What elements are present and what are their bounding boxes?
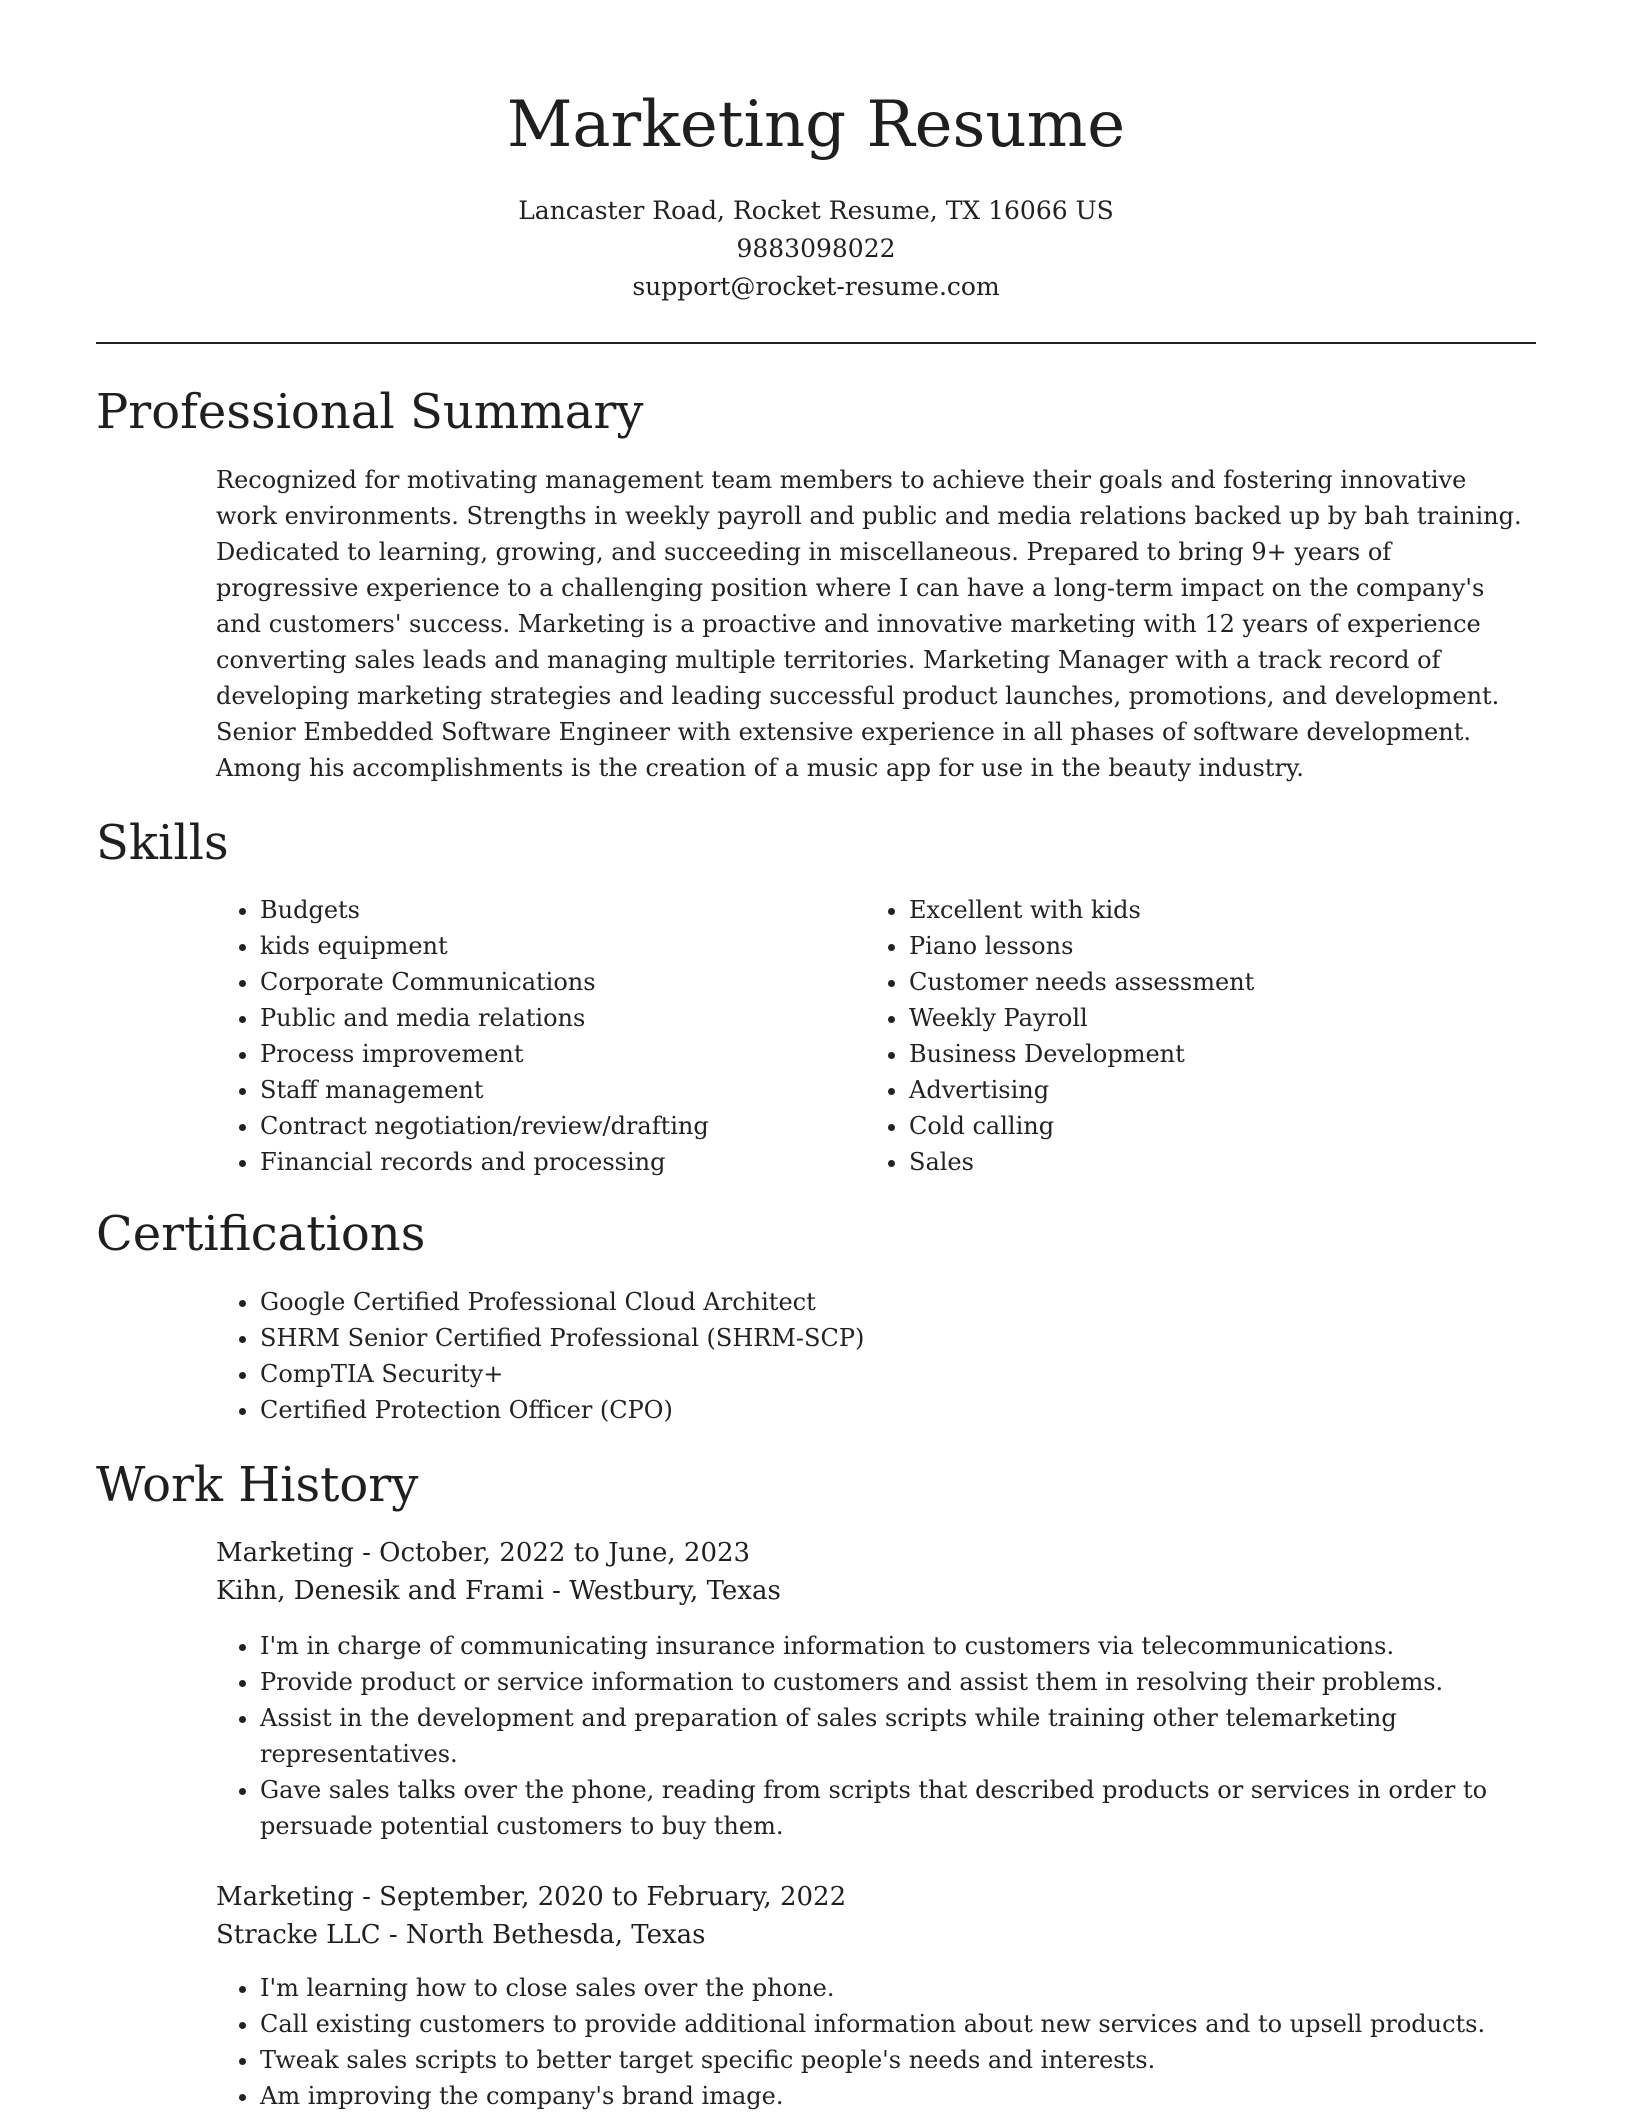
list-item: • Google Certified Professional Cloud Architect: [260, 1284, 1560, 1320]
certifications-list: [216, 1284, 1560, 1428]
list-item: • kids equipment: [260, 928, 860, 964]
skills-heading: Skills: [96, 815, 229, 871]
job-title-line: Marketing - September, 2020 to February, 2022: [216, 1882, 847, 1912]
list-item: • Call existing customers to provide additional information about new services and to upsell products.: [260, 2006, 1560, 2042]
list-item: • Corporate Communications: [260, 964, 860, 1000]
resume-header: [0, 80, 1632, 306]
header-divider: [96, 342, 1536, 344]
list-item: • Public and media relations: [260, 1000, 860, 1036]
list-item: • Budgets: [260, 892, 860, 928]
list-item: • Financial records and processing: [260, 1144, 860, 1180]
skills-list-right: [865, 892, 1509, 1180]
summary-text: Recognized for motivating management team members to achieve their goals and fostering innovative work environments. Strengths in weekly payroll and public and media relations backed up by bah training. Dedicated to learning, growing, and succeeding in miscellaneous. Prepared to bring 9+ years of progressive experience to a challenging position where I can have a long-term impact on the company's and customers' success. Marketing is a proactive and innovative marketing with 12 years of experience converting sales leads and managing multiple territories. Marketing Manager with a track record of developing marketing strategies and leading successful product launches, promotions, and development. Senior Embedded Software Engineer with extensive experience in all phases of software development. Among his accomplishments is the creation of a music app for use in the beauty industry.: [216, 466, 1522, 782]
list-item: • CompTIA Security+: [260, 1356, 1560, 1392]
job-company-line: Kihn, Denesik and Frami - Westbury, Texas: [216, 1576, 781, 1606]
list-item: • Gave sales talks over the phone, reading from scripts that described products or services in order to persuade potential customers to buy them.: [260, 1772, 1500, 1844]
job-bullets: [216, 1970, 1560, 2112]
list-item: • Staff management: [260, 1072, 860, 1108]
address: Lancaster Road, Rocket Resume, TX 16066 US: [518, 196, 1114, 225]
summary-heading: Professional Summary: [96, 384, 644, 440]
resume-name: Marketing Resume: [506, 88, 1126, 162]
phone: 9883098022: [736, 234, 896, 263]
skills-list-left: [216, 892, 860, 1180]
list-item: • Weekly Payroll: [909, 1000, 1509, 1036]
list-item: • Process improvement: [260, 1036, 860, 1072]
list-item: • SHRM Senior Certified Professional (SHRM-SCP): [260, 1320, 1560, 1356]
list-item: • Assist in the development and preparation of sales scripts while training other telemarketing representatives.: [260, 1700, 1500, 1772]
email: support@rocket-resume.com: [632, 272, 1000, 301]
job-company-line: Stracke LLC - North Bethesda, Texas: [216, 1920, 706, 1950]
list-item: • Piano lessons: [909, 928, 1509, 964]
certifications-heading: Certifications: [96, 1206, 426, 1262]
list-item: • Certified Protection Officer (CPO): [260, 1392, 1560, 1428]
job-title-line: Marketing - October, 2022 to June, 2023: [216, 1538, 751, 1568]
list-item: • Am improving the company's brand image.: [260, 2078, 1560, 2112]
work-history-heading: Work History: [96, 1457, 419, 1513]
list-item: • Contract negotiation/review/drafting: [260, 1108, 860, 1144]
list-item: • Provide product or service information to customers and assist them in resolving their problems.: [260, 1664, 1500, 1700]
list-item: • Tweak sales scripts to better target specific people's needs and interests.: [260, 2042, 1560, 2078]
job-bullets: [216, 1628, 1500, 1844]
list-item: • Advertising: [909, 1072, 1509, 1108]
list-item: • I'm learning how to close sales over the phone.: [260, 1970, 1560, 2006]
list-item: • Sales: [909, 1144, 1509, 1180]
list-item: • Excellent with kids: [909, 892, 1509, 928]
list-item: • Customer needs assessment: [909, 964, 1509, 1000]
list-item: • Cold calling: [909, 1108, 1509, 1144]
list-item: • I'm in charge of communicating insurance information to customers via telecommunications.: [260, 1628, 1500, 1664]
list-item: • Business Development: [909, 1036, 1509, 1072]
